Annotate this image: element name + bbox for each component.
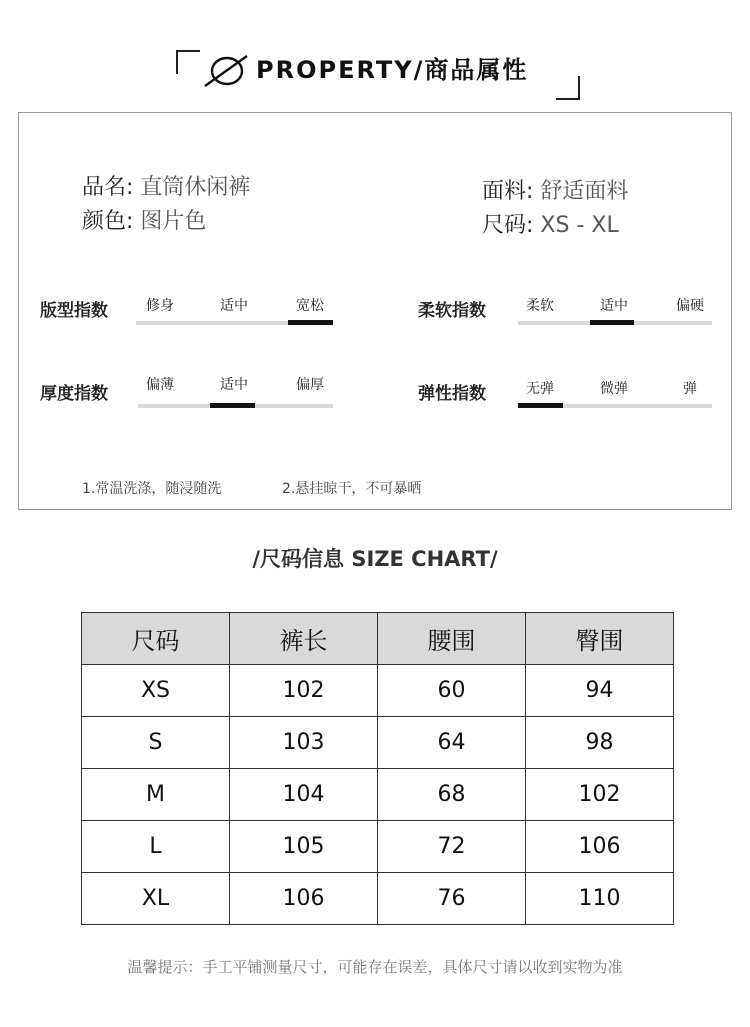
scale-label-thickness: 厚度指数: [40, 384, 108, 404]
product-color-row: [82, 206, 206, 238]
table-cell: 110: [526, 873, 674, 925]
scale-option-fit-2: 宽松: [296, 298, 324, 314]
scale-option-thickness-0: 偏薄: [146, 377, 174, 393]
product-fabric-key: 面料:: [482, 179, 534, 204]
product-name-row: [82, 172, 250, 204]
table-row: [82, 873, 674, 925]
product-size-row: [482, 210, 619, 242]
product-size-key: 尺码:: [482, 213, 534, 238]
product-size-value: XS - XL: [540, 213, 619, 238]
table-row: [82, 769, 674, 821]
table-cell: 102: [230, 665, 378, 717]
product-name-value: 直筒休闲裤: [140, 175, 251, 200]
slashed-circle-logo-icon: [203, 54, 249, 88]
care-note-dry: 2.悬挂晾干，不可暴晒: [282, 481, 422, 497]
table-cell: 102: [526, 769, 674, 821]
table-cell: 105: [230, 821, 378, 873]
header-bracket-bottom-right: [556, 76, 580, 100]
table-cell: 72: [378, 821, 526, 873]
scale-label-softness: 柔软指数: [418, 301, 486, 321]
table-cell: XS: [82, 665, 230, 717]
scale-track-thickness: [138, 404, 333, 408]
scale-option-fit-1: 适中: [220, 298, 248, 314]
table-cell: S: [82, 717, 230, 769]
table-row: [82, 821, 674, 873]
product-fabric-value: 舒适面料: [540, 179, 629, 204]
scale-marker-softness: [590, 320, 634, 325]
table-cell: 68: [378, 769, 526, 821]
footer-tip: 温馨提示：手工平铺测量尺寸，可能存在误差，具体尺寸请以收到实物为准: [127, 958, 623, 976]
product-fabric-row: [482, 176, 628, 208]
size-table-header-row: [82, 613, 674, 665]
scale-label-fit: 版型指数: [40, 301, 108, 321]
scale-option-thickness-2: 偏厚: [296, 377, 324, 393]
scale-option-softness-2: 偏硬: [676, 298, 704, 314]
care-note-wash: 1.常温洗涤，随浸随洗: [82, 481, 222, 497]
page-title: PROPERTY/商品属性: [256, 56, 529, 84]
scale-track-softness: [518, 321, 712, 325]
scale-track-fit: [136, 321, 333, 325]
scale-label-elasticity: 弹性指数: [418, 384, 486, 404]
product-color-key: 颜色:: [82, 209, 134, 234]
scale-option-elasticity-2: 弹: [683, 381, 697, 397]
scale-track-elasticity: [518, 404, 712, 408]
size-chart-title: /尺码信息 SIZE CHART/: [252, 547, 498, 571]
scale-option-softness-0: 柔软: [526, 298, 554, 314]
product-color-value: 图片色: [140, 209, 207, 234]
scale-option-fit-0: 修身: [146, 298, 174, 314]
table-cell: M: [82, 769, 230, 821]
scale-marker-elasticity: [518, 403, 563, 408]
table-cell: 104: [230, 769, 378, 821]
table-row: [82, 717, 674, 769]
scale-option-elasticity-0: 无弹: [526, 381, 554, 397]
table-cell: 94: [526, 665, 674, 717]
table-cell: XL: [82, 873, 230, 925]
table-cell: 106: [526, 821, 674, 873]
scale-option-thickness-1: 适中: [220, 377, 248, 393]
table-cell: 76: [378, 873, 526, 925]
scale-marker-fit: [288, 320, 333, 325]
table-row: [82, 665, 674, 717]
size-header-waist: 腰围: [378, 613, 526, 665]
scale-option-softness-1: 适中: [600, 298, 628, 314]
size-header-hip: 臀围: [526, 613, 674, 665]
table-cell: 60: [378, 665, 526, 717]
product-name-key: 品名:: [82, 175, 134, 200]
table-cell: 98: [526, 717, 674, 769]
table-cell: 106: [230, 873, 378, 925]
size-header-length: 裤长: [230, 613, 378, 665]
table-cell: L: [82, 821, 230, 873]
table-cell: 103: [230, 717, 378, 769]
scale-option-elasticity-1: 微弹: [600, 381, 628, 397]
size-header-size: 尺码: [82, 613, 230, 665]
table-cell: 64: [378, 717, 526, 769]
header-bracket-top-left: [176, 50, 200, 74]
size-table: [81, 612, 674, 925]
scale-marker-thickness: [210, 403, 255, 408]
